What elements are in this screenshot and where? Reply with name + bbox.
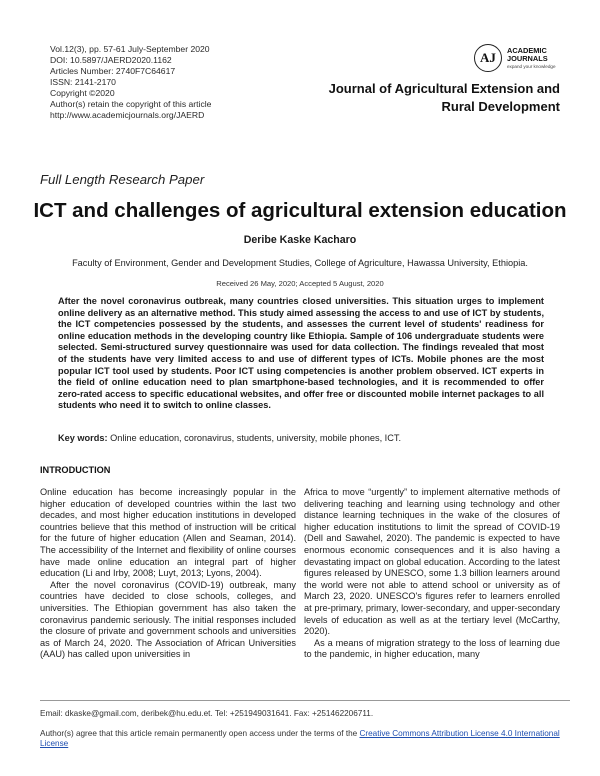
author-name: Deribe Kaske Kacharo bbox=[243, 234, 357, 246]
meta-article-number: Articles Number: 2740F7C64617 bbox=[50, 66, 176, 76]
publisher-logo bbox=[474, 44, 570, 76]
paper-type: Full Length Research Paper bbox=[40, 172, 205, 187]
keywords-text: Online education, coronavirus, students, university, mobile phones, ICT. bbox=[110, 433, 402, 443]
abstract: After the novel coronavirus outbreak, many countries closed universities. This situation urges to implement online delivery as an alternative method. This study aimed assessing the access to and use of ICT by students, the ICT competencies possessed by the students, and assesses the current level of students' readiness for online education methods in the developing country like Ethiopia. Sample of 106 undergraduate students were selected. Semi-structured survey questionnaire was used for data collection. The findings revealed that most of the students have very limited access to and use of different types of ICTs. Mobile phones are the most popular ICT tool used by students. Poor ICT using competencies is another problem observed. ICT experts in the field of online education need to plan smartphone-based technologies, and it is recommended to offer zero-rated access to specific educational websites, and offer free or discounted mobile internet packages to all students who need it to switch to online classes. bbox=[58, 296, 544, 411]
corresponding-contact: Email: dkaske@gmail.com, deribek@hu.edu.et. Tel: +251949031641. Fax: +251462206711. bbox=[40, 709, 374, 718]
left-paragraph-1: Online education has become increasingly popular in the higher education of developed countries within the last two decades, and most higher education institutions in developed countries believe that this method of instruction will be critical for the future of higher education (Allen and Seaman, 2014). The accessibility of the Internet and flexibility of online courses have made online education an integral part of higher education (Li and Irby, 2008; Luyt, 2013; Lyons, 2004). bbox=[40, 487, 296, 579]
footer-divider bbox=[40, 700, 570, 701]
aj-logo-icon: AJ bbox=[474, 44, 502, 72]
left-paragraph-2: After the novel coronavirus (COVID-19) outbreak, many countries have decided to close schools, colleges, and universities. The Ethiopian government has also taken the coronavirus pandemic seriously. The initial responses included the closure of private and government schools and universities as of March 24, 2020. The Association of African Universities (AAU) has called upon universities in bbox=[40, 579, 296, 660]
body-column-left bbox=[40, 487, 296, 661]
meta-issn: ISSN: 2141-2170 bbox=[50, 77, 116, 87]
meta-copyright: Copyright ©2020 bbox=[50, 88, 115, 98]
section-heading-introduction: INTRODUCTION bbox=[40, 465, 111, 475]
journal-name bbox=[300, 80, 560, 116]
journal-name-line-2: Rural Development bbox=[441, 99, 560, 114]
right-paragraph-1: Africa to move “urgently” to implement alternative methods of delivering teaching and learning using technology and other distance learning techniques in the wake of the closures of higher education institutions to limit the spread of COVID-19 (Dell and Sawahel, 2020). The pandemic is expected to have enormous economic consequences and it is also having a devastating impact on global education. According to the latest figures released by UNESCO, some 1.3 billion learners around the world were not able to attend school or university as of March 23, 2020. UNESCO's figures refer to learners enrolled at pre-primary, primary, lower-secondary, and upper-secondary levels of education as well as at the tertiary level (McCarthy, 2020). bbox=[304, 487, 560, 637]
author-affiliation: Faculty of Environment, Gender and Development Studies, College of Agriculture, Hawassa University, Ethiopia. bbox=[72, 258, 528, 268]
logo-wordmark bbox=[507, 47, 548, 63]
logo-line-2: JOURNALS bbox=[507, 54, 548, 63]
license-notice bbox=[40, 729, 570, 750]
license-link[interactable]: Creative Commons Attribution License 4.0 International License bbox=[40, 729, 560, 749]
body-column-right bbox=[304, 487, 560, 661]
license-text: Author(s) agree that this article remain permanently open access under the terms of the bbox=[40, 729, 360, 738]
journal-name-line-1: Journal of Agricultural Extension and bbox=[328, 81, 560, 96]
paper-title: ICT and challenges of agricultural extension education bbox=[33, 199, 567, 222]
meta-volume: Vol.12(3), pp. 57-61 July-September 2020 bbox=[50, 44, 210, 54]
right-paragraph-2: As a means of migration strategy to the loss of learning due to the pandemic, in higher education, many bbox=[304, 637, 560, 660]
meta-doi: DOI: 10.5897/JAERD2020.1162 bbox=[50, 55, 172, 65]
article-metadata bbox=[50, 44, 211, 121]
logo-tagline: expand your knowledge bbox=[507, 64, 556, 69]
keywords-label: Key words: bbox=[58, 433, 108, 443]
keywords bbox=[58, 433, 544, 443]
meta-url[interactable]: http://www.academicjournals.org/JAERD bbox=[50, 110, 205, 120]
logo-line-1: ACADEMIC bbox=[507, 46, 547, 55]
meta-rights: Author(s) retain the copyright of this article bbox=[50, 99, 212, 109]
submission-dates: Received 26 May, 2020; Accepted 5 August, 2020 bbox=[216, 279, 384, 288]
